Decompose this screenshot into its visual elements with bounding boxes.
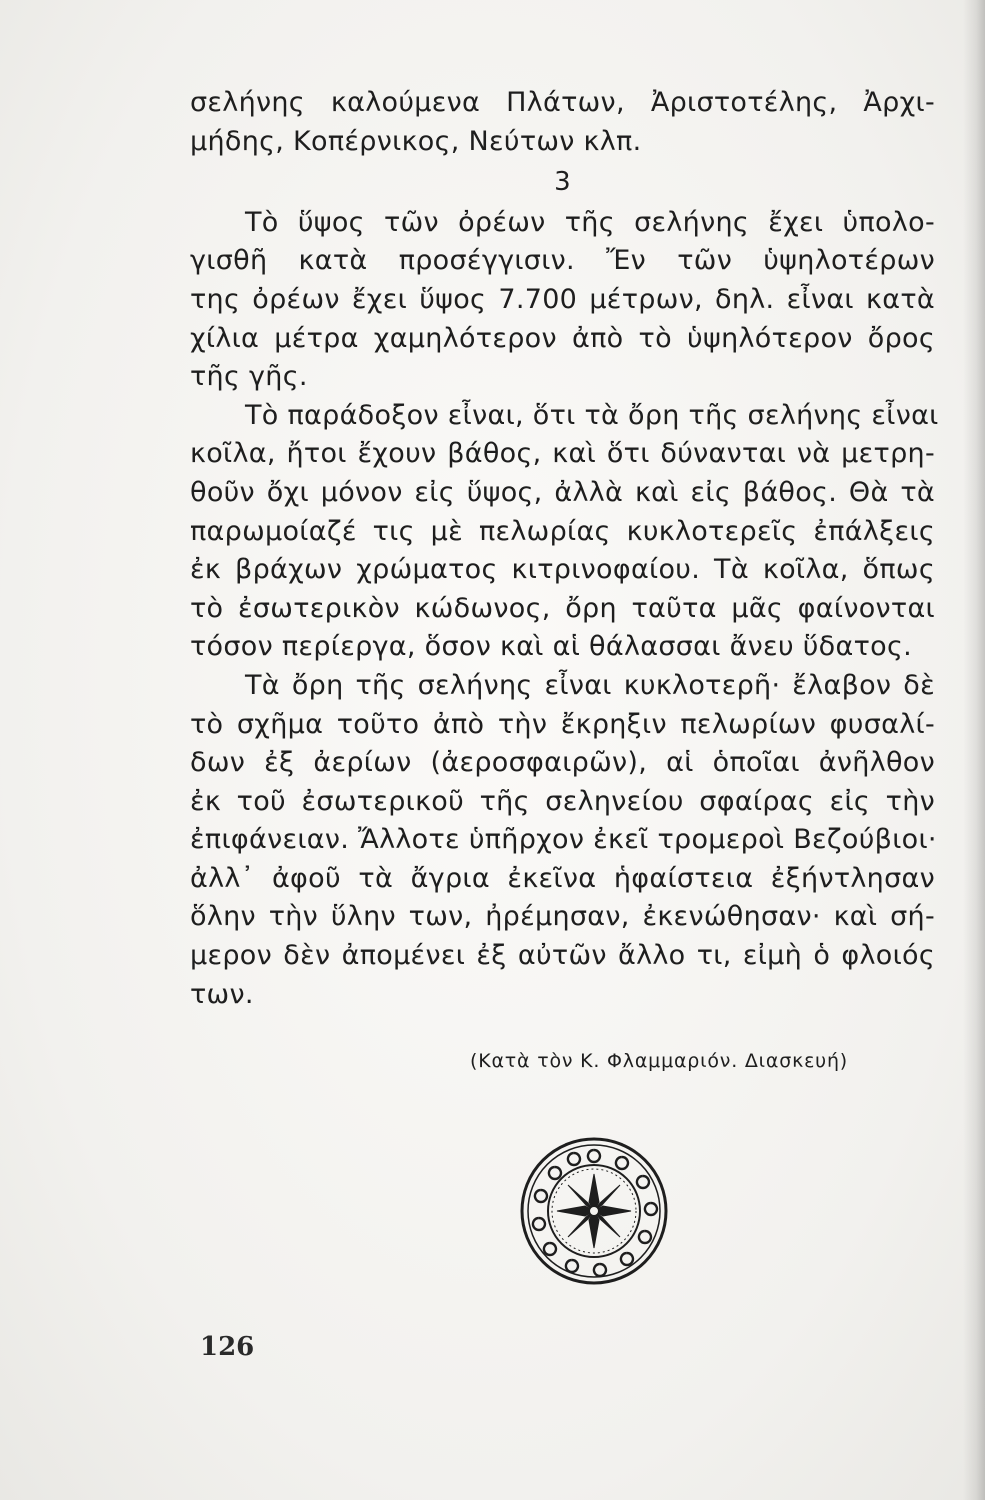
text-line: μήδης, Κοπέρνικος, Νεύτων κλπ. (190, 125, 642, 157)
text-line: παρωμοίαζέ τις μὲ πελωρίας κυκλοτερεῖς ἐπάλξεις (190, 515, 935, 547)
paragraph-3 (190, 667, 935, 1014)
text-line: δων ἐξ ἀερίων (ἀεροσφαιρῶν), αἱ ὁποῖαι ἀνῆλθον (190, 747, 935, 779)
text-line: ἐπιφάνειαν. Ἄλλοτε ὑπῆρχον ἐκεῖ τρομεροὶ Βεζούβιοι· (190, 824, 937, 856)
text-line: ἀλλ᾽ ἀφοῦ τὰ ἄγρια ἐκεῖνα ἡφαίστεια ἐξήντλησαν (190, 862, 935, 894)
text-line: τὸ σχῆμα τοῦτο ἀπὸ τὴν ἔκρηξιν πελωρίων φυσαλί- (190, 708, 935, 740)
paragraph-2 (190, 397, 939, 667)
text-line: τόσον περίεργα, ὅσον καὶ αἱ θάλασσαι ἄνευ ὕδατος. (190, 631, 912, 663)
text-block (190, 84, 939, 1014)
text-line: των. (190, 978, 254, 1010)
text-line: Τὸ παράδοξον εἶναι, ὅτι τὰ ὄρη τῆς σελήνης εἶναι (245, 399, 939, 431)
text-line: κοῖλα, ἤτοι ἔχουν βάθος, καὶ ὅτι δύνανται νὰ μετρη- (190, 438, 935, 470)
text-line: γισθῆ κατὰ προσέγγισιν. Ἔν τῶν ὑψηλοτέρων (190, 245, 935, 277)
text-line: της ὀρέων ἔχει ὕψος 7.700 μέτρων, δηλ. εἶναι κατὰ (190, 283, 935, 315)
citation: (Κατὰ τὸν Κ. Φλαμμαριόν. Διασκευή) (470, 1050, 848, 1072)
page-edge-shadow (963, 0, 985, 1500)
text-line: Τὸ ὕψος τῶν ὀρέων τῆς σελήνης ἔχει ὑπολο- (245, 206, 935, 238)
page-number: 126 (200, 1332, 255, 1362)
text-line: θοῦν ὄχι μόνον εἰς ὕψος, ἀλλὰ καὶ εἰς βάθος. Θὰ τὰ (190, 476, 935, 508)
paragraph-1 (190, 204, 935, 397)
text-line: τῆς γῆς. (190, 361, 308, 393)
text-line: μερον δὲν ἀπομένει ἐξ αὐτῶν ἄλλο τι, εἰμὴ ὁ φλοιός (190, 940, 935, 972)
text-line: ὅλην τὴν ὕλην των, ἠρέμησαν, ἐκενώθησαν· καὶ σή- (190, 901, 935, 933)
text-line: ἐκ τοῦ ἐσωτερικοῦ τῆς σεληνείου σφαίρας εἰς τὴν (190, 785, 935, 817)
text-line: Τὰ ὄρη τῆς σελήνης εἶναι κυκλοτερῆ· ἔλαβον δὲ (245, 669, 935, 701)
text-line: σελήνης καλούμενα Πλάτων, Ἀριστοτέλης, Ἀρχι- (190, 87, 935, 118)
rosette-ornament-icon (519, 1136, 669, 1286)
text-line: ἐκ βράχων χρώματος κιτρινοφαίου. Τὰ κοῖλα, ὅπως (190, 554, 935, 586)
text-line: χίλια μέτρα χαμηλότερον ἀπὸ τὸ ὑψηλότερον ὄρος (190, 322, 935, 354)
section-number: 3 (554, 167, 571, 198)
text-line: τὸ ἐσωτερικὸν κώδωνος, ὄρη ταῦτα μᾶς φαίνονται (190, 592, 935, 624)
